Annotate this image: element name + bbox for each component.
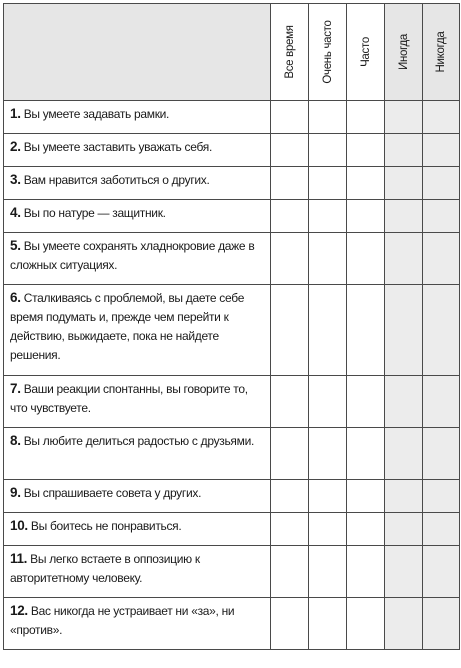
answer-cell[interactable] [347, 285, 385, 376]
answer-cell[interactable] [347, 101, 385, 134]
question-cell [4, 134, 271, 167]
answer-cell[interactable] [309, 285, 347, 376]
question-row [4, 513, 460, 546]
answer-cell[interactable] [271, 233, 309, 285]
question-text: Ваши реакции спонтанны, вы говорите то, что чувствуете. [10, 382, 248, 415]
answer-cell[interactable] [423, 598, 460, 650]
question-row [4, 134, 460, 167]
answer-cell[interactable] [385, 480, 423, 513]
answer-cell[interactable] [347, 480, 385, 513]
answer-cell[interactable] [271, 200, 309, 233]
questionnaire-table [3, 3, 460, 650]
question-cell [4, 598, 271, 650]
answer-cell[interactable] [309, 546, 347, 598]
answer-cell[interactable] [347, 376, 385, 428]
answer-cell[interactable] [309, 598, 347, 650]
question-text: Вы легко встаете в оппозицию к авторитетному человеку. [10, 552, 200, 585]
question-cell [4, 428, 271, 480]
answer-cell[interactable] [423, 546, 460, 598]
question-number: 2. [10, 139, 21, 154]
question-number: 8. [10, 433, 21, 448]
question-row [4, 233, 460, 285]
answer-cell[interactable] [271, 285, 309, 376]
answer-cell[interactable] [347, 233, 385, 285]
question-cell [4, 376, 271, 428]
answer-cell[interactable] [271, 546, 309, 598]
column-header-never: Никогда [423, 4, 460, 101]
answer-cell[interactable] [385, 598, 423, 650]
answer-cell[interactable] [423, 167, 460, 200]
answer-cell[interactable] [347, 200, 385, 233]
answer-cell[interactable] [385, 513, 423, 546]
question-number: 11. [10, 551, 28, 566]
answer-cell[interactable] [309, 376, 347, 428]
answer-cell[interactable] [309, 101, 347, 134]
question-row [4, 101, 460, 134]
question-row [4, 428, 460, 480]
question-text: Вас никогда не устраивает ни «за», ни «против». [10, 604, 235, 637]
answer-cell[interactable] [271, 134, 309, 167]
question-cell [4, 480, 271, 513]
column-header-often: Часто [347, 4, 385, 101]
question-cell [4, 167, 271, 200]
answer-cell[interactable] [423, 480, 460, 513]
answer-cell[interactable] [385, 101, 423, 134]
question-row [4, 376, 460, 428]
question-row [4, 200, 460, 233]
answer-cell[interactable] [423, 233, 460, 285]
question-number: 4. [10, 205, 21, 220]
column-header-all-the-time: Все время [271, 4, 309, 101]
question-cell [4, 513, 271, 546]
question-number: 3. [10, 172, 21, 187]
answer-cell[interactable] [347, 513, 385, 546]
answer-cell[interactable] [271, 480, 309, 513]
answer-cell[interactable] [309, 233, 347, 285]
question-text: Вы по натуре — защитник. [23, 206, 166, 220]
question-number: 9. [10, 485, 21, 500]
answer-cell[interactable] [423, 101, 460, 134]
question-cell [4, 546, 271, 598]
answer-cell[interactable] [385, 200, 423, 233]
question-row [4, 546, 460, 598]
question-cell [4, 233, 271, 285]
question-row [4, 598, 460, 650]
answer-cell[interactable] [271, 428, 309, 480]
answer-cell[interactable] [347, 598, 385, 650]
question-text: Вы боитесь не понравиться. [30, 519, 182, 533]
question-number: 10. [10, 518, 28, 533]
column-header-very-often: Очень часто [309, 4, 347, 101]
header-row [4, 4, 460, 101]
question-row [4, 167, 460, 200]
answer-cell[interactable] [423, 428, 460, 480]
header-blank-cell [4, 4, 271, 101]
answer-cell[interactable] [309, 513, 347, 546]
answer-cell[interactable] [309, 167, 347, 200]
answer-cell[interactable] [309, 480, 347, 513]
question-text: Вам нравится заботиться о других. [23, 173, 210, 187]
question-row [4, 285, 460, 376]
answer-cell[interactable] [385, 376, 423, 428]
question-text: Сталкиваясь с проблемой, вы даете себе время подумать и, прежде чем перейти к действию, выжидаете, пока не найдете решения. [10, 291, 245, 362]
question-text: Вы умеете сохранять хладнокровие даже в сложных ситуациях. [10, 239, 255, 272]
answer-cell[interactable] [423, 200, 460, 233]
question-number: 6. [10, 290, 21, 305]
question-text: Вы умеете заставить уважать себя. [23, 140, 213, 154]
answer-cell[interactable] [347, 546, 385, 598]
questionnaire [3, 3, 460, 650]
answer-cell[interactable] [271, 167, 309, 200]
question-cell [4, 200, 271, 233]
answer-cell[interactable] [347, 428, 385, 480]
answer-cell[interactable] [423, 376, 460, 428]
answer-cell[interactable] [271, 513, 309, 546]
question-number: 7. [10, 381, 21, 396]
answer-cell[interactable] [347, 134, 385, 167]
answer-cell[interactable] [423, 513, 460, 546]
answer-cell[interactable] [423, 285, 460, 376]
answer-cell[interactable] [271, 376, 309, 428]
question-cell [4, 285, 271, 376]
question-number: 1. [10, 106, 21, 121]
answer-cell[interactable] [309, 428, 347, 480]
answer-cell[interactable] [347, 167, 385, 200]
question-row [4, 480, 460, 513]
answer-cell[interactable] [385, 546, 423, 598]
question-number: 12. [10, 603, 28, 618]
question-text: Вы умеете задавать рамки. [23, 107, 170, 121]
question-cell [4, 101, 271, 134]
answer-cell[interactable] [309, 200, 347, 233]
answer-cell[interactable] [385, 428, 423, 480]
answer-cell[interactable] [271, 101, 309, 134]
column-header-sometimes: Иногда [385, 4, 423, 101]
question-number: 5. [10, 238, 21, 253]
answer-cell[interactable] [385, 233, 423, 285]
answer-cell[interactable] [385, 134, 423, 167]
answer-cell[interactable] [271, 598, 309, 650]
answer-cell[interactable] [423, 134, 460, 167]
answer-cell[interactable] [385, 285, 423, 376]
question-text: Вы любите делиться радостью с друзьями. [23, 434, 255, 448]
question-text: Вы спрашиваете совета у других. [23, 486, 202, 500]
answer-cell[interactable] [385, 167, 423, 200]
answer-cell[interactable] [309, 134, 347, 167]
